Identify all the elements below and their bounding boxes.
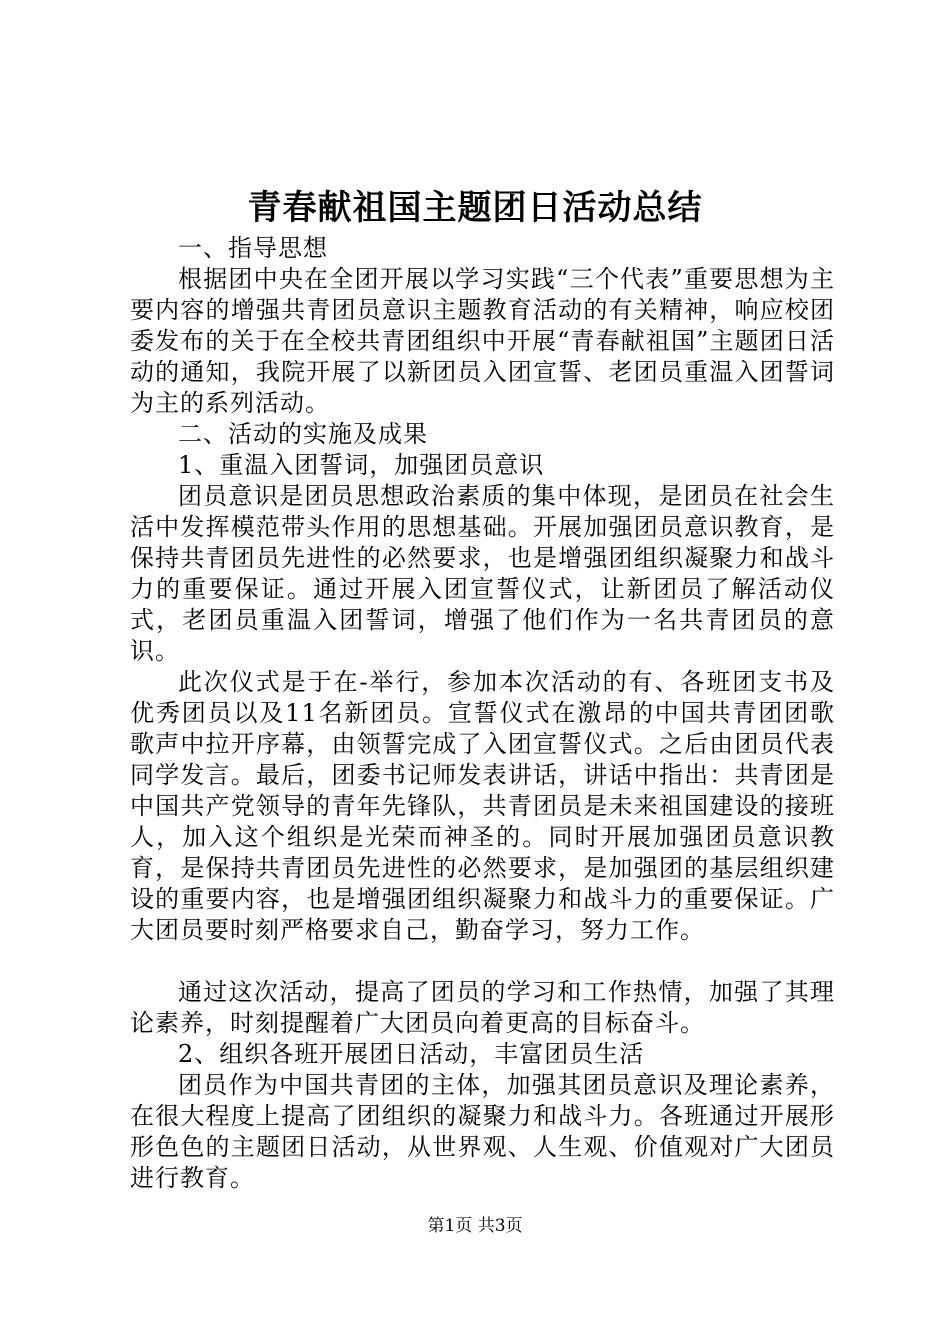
subsection-heading: 1、重温入团誓词，加强团员意识 xyxy=(178,451,545,479)
paragraph: 团员意识是团员思想政治素质的集中体现，是团员在社会生活中发挥模范带头作用的思想基础。开展加强团员意识教育，是保持共青团员先进性的必然要求，也是增强团组织凝聚力和战斗力的重要保证。通过开展入团宣誓仪式，让新团员了解活动仪式，老团员重温入团誓词，增强了他们作为一名共青团员的意识。 xyxy=(130,482,835,665)
subsection-heading: 2、组织各班开展团日活动，丰富团员生活 xyxy=(178,1040,645,1068)
document-title: 青春献祖国主题团日活动总结 xyxy=(247,188,703,228)
page-footer: 第1页 共3页 xyxy=(427,1216,523,1236)
paragraph: 根据团中央在全团开展以学习实践“三个代表”重要思想为主要内容的增强共青团员意识主题教育活动的有关精神，响应校团委发布的关于在全校共青团组织中开展“青春献祖国”主题团日活动的通知，我院开展了以新团员入团宣誓、老团员重温入团誓词为主的系列活动。 xyxy=(130,265,835,417)
paragraph: 此次仪式是于在-举行，参加本次活动的有、各班团支书及优秀团员以及11名新团员。宣誓仪式在激昂的中国共青团团歌歌声中拉开序幕，由领誓完成了入团宣誓仪式。之后由团员代表同学发言。最后，团委书记师发表讲话，讲话中指出：共青团是中国共产党领导的青年先锋队，共青团员是未来祖国建设的接班人，加入这个组织是光荣而神圣的。同时开展加强团员意识教育，是保持共青团员先进性的必然要求，是加强团的基层组织建设的重要内容，也是增强团组织凝聚力和战斗力的重要保证。广大团员要时刻严格要求自己，勤奋学习，努力工作。 xyxy=(130,668,835,944)
paragraph: 团员作为中国共青团的主体，加强其团员意识及理论素养，在很大程度上提高了团组织的凝聚力和战斗力。各班通过开展形形色色的主题团日活动，从世界观、人生观、价值观对广大团员进行教育。 xyxy=(130,1071,835,1192)
section-heading: 一、指导思想 xyxy=(178,234,328,262)
document-body xyxy=(130,233,835,1194)
section-heading: 二、活动的实施及成果 xyxy=(178,420,428,448)
paragraph: 通过这次活动，提高了团员的学习和工作热情，加强了其理论素养，时刻提醒着广大团员向着更高的目标奋斗。 xyxy=(130,978,835,1037)
blank-line xyxy=(130,946,835,977)
